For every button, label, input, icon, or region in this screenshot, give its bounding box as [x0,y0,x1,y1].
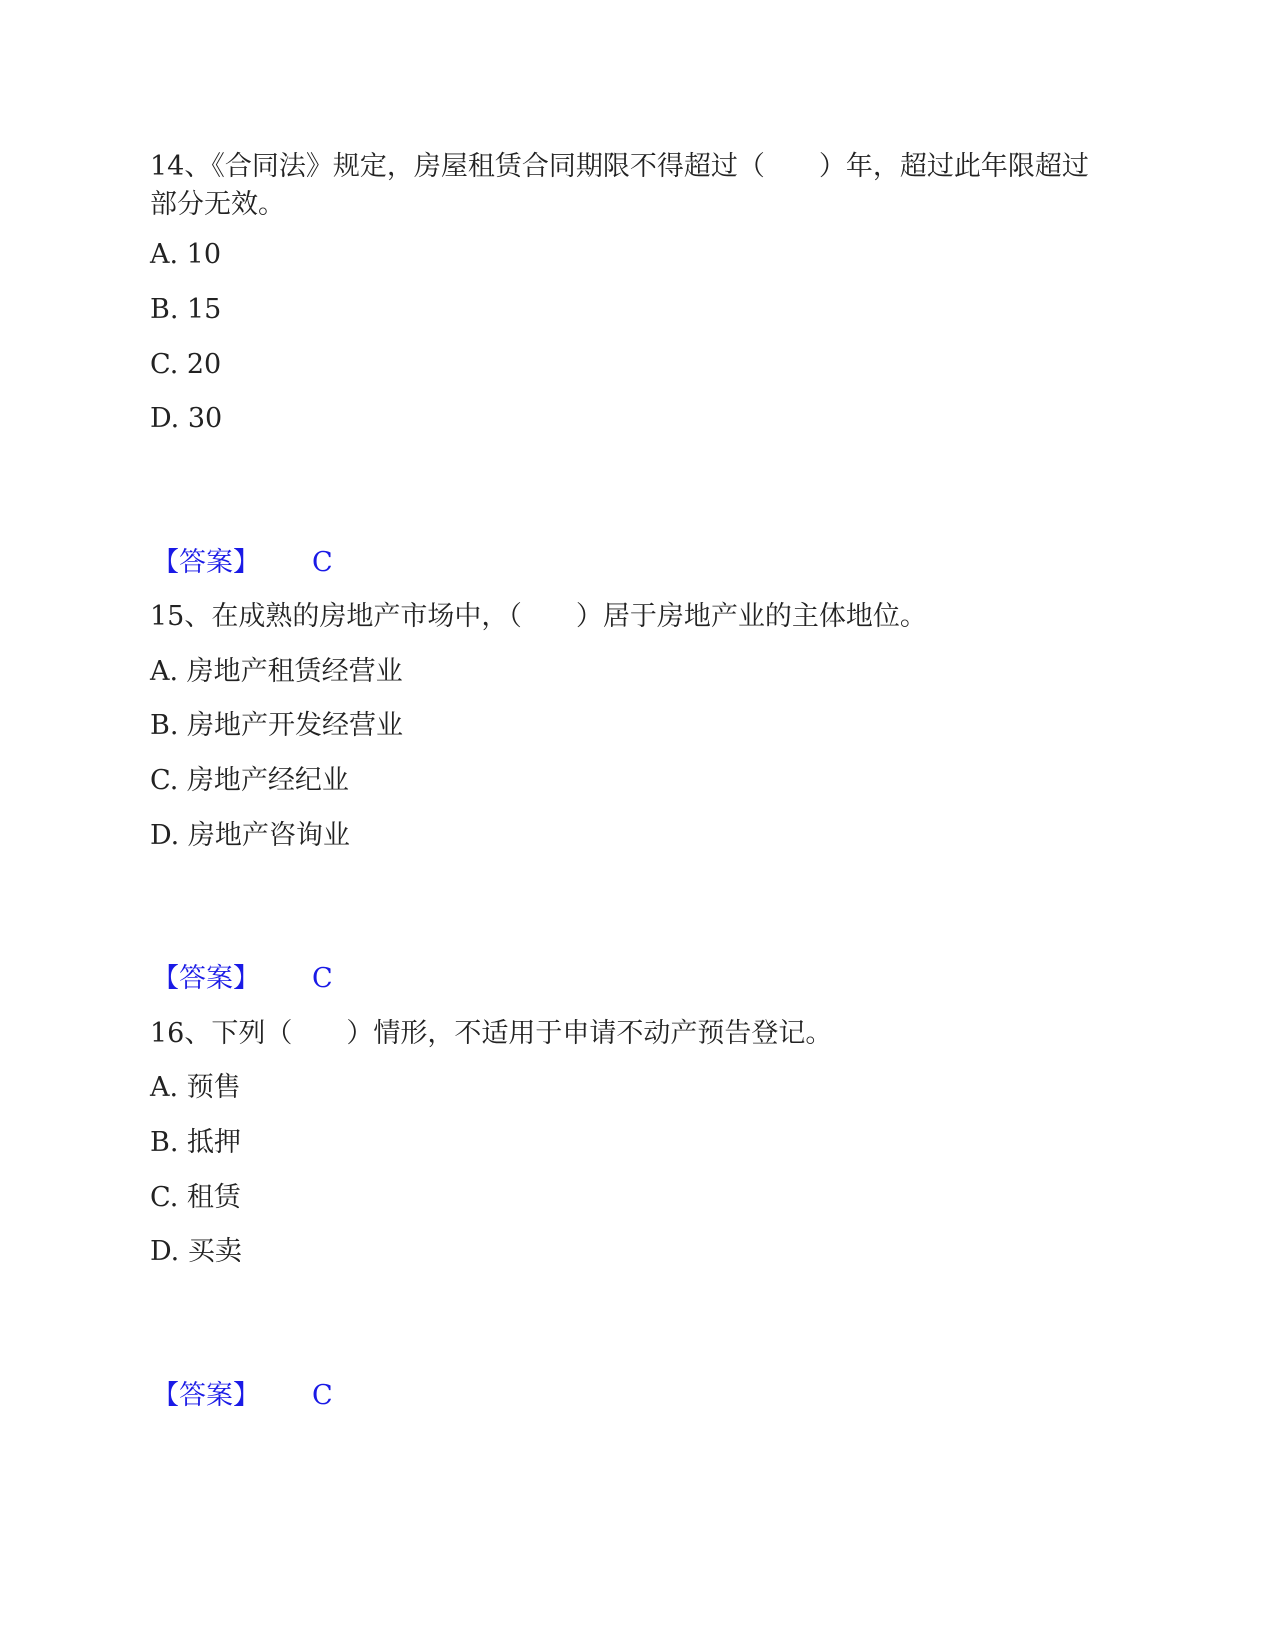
question-15-option-b: B. 房地产开发经营业 [150,710,404,741]
answer-label: 【答案】 [152,963,260,994]
question-14-option-c: C. 20 [150,349,222,380]
question-15-answer [152,960,333,998]
answer-label: 【答案】 [152,547,260,578]
question-16-option-c: C. 租赁 [150,1182,241,1213]
answer-value: C [312,963,333,994]
question-15-option-c: C. 房地产经纪业 [150,765,349,796]
answer-value: C [312,1380,333,1411]
question-16-stem: 16、下列（ ）情形，不适用于申请不动产预告登记。 [150,1018,833,1049]
answer-label: 【答案】 [152,1380,260,1411]
question-16-option-a: A. 预售 [150,1072,241,1103]
question-14-option-b: B. 15 [150,294,222,325]
question-16-answer [152,1377,333,1415]
question-14-option-a: A. 10 [150,239,222,270]
question-15-option-d: D. 房地产咨询业 [150,820,350,851]
question-16-option-b: B. 抵押 [150,1127,242,1158]
question-15-stem: 15、在成熟的房地产市场中，（ ）居于房地产业的主体地位。 [150,601,927,632]
question-14-answer [152,544,333,582]
answer-value: C [312,547,333,578]
question-15-option-a: A. 房地产租赁经营业 [150,656,403,687]
question-16-option-d: D. 买卖 [150,1236,242,1267]
question-14-option-d: D. 30 [150,403,223,434]
question-14-stem: 14、《合同法》规定，房屋租赁合同期限不得超过（ ）年，超过此年限超过部分无效。 [150,151,1089,220]
